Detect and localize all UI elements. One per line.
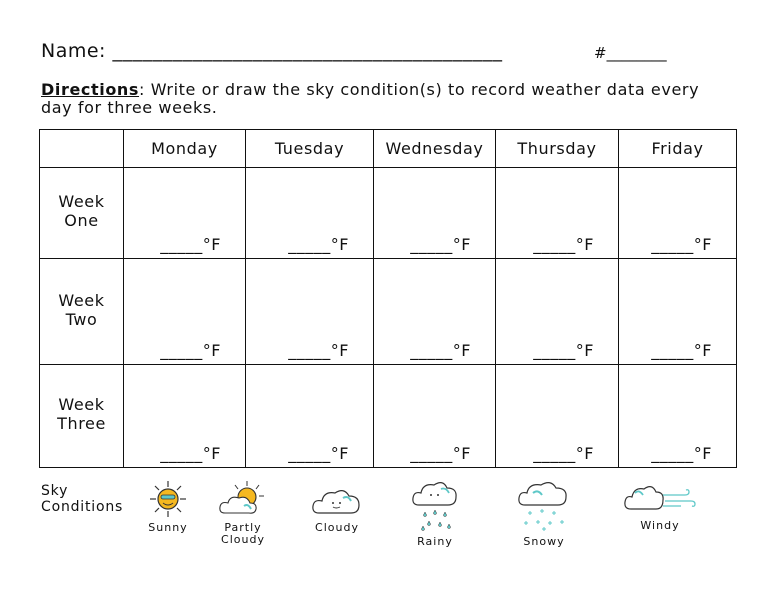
temperature-blank[interactable]: _____°F	[288, 444, 349, 463]
temperature-blank[interactable]: _____°F	[160, 235, 221, 254]
directions-text: : Write or draw the sky condition(s) to record weather data every day for three weeks.	[41, 80, 700, 117]
temperature-blank[interactable]: _____°F	[410, 444, 471, 463]
sky-conditions-label	[41, 483, 123, 515]
weather-cell[interactable]	[496, 168, 619, 259]
weather-cell[interactable]	[374, 259, 496, 365]
week-three-line2: Three	[57, 414, 106, 433]
weather-cell[interactable]	[124, 259, 246, 365]
weather-cell[interactable]	[619, 168, 737, 259]
temperature-blank[interactable]: _____°F	[533, 235, 594, 254]
week-one-line1: Week	[58, 192, 105, 211]
legend-rainy	[407, 479, 463, 548]
day-header-friday: Friday	[619, 130, 737, 168]
legend-windy-label: Windy	[640, 519, 680, 532]
wind-icon	[623, 479, 697, 517]
weather-cell[interactable]	[619, 259, 737, 365]
sun-icon	[148, 479, 188, 519]
weather-cell[interactable]	[246, 259, 374, 365]
temperature-blank[interactable]: _____°F	[651, 235, 712, 254]
weather-cell[interactable]	[374, 365, 496, 468]
legend-cloudy	[306, 481, 368, 534]
partly-cloudy-line1: Partly	[224, 521, 262, 534]
directions-label: Directions	[41, 80, 140, 99]
temperature-blank[interactable]: _____°F	[288, 235, 349, 254]
partly-cloudy-line2: Cloudy	[221, 533, 265, 546]
week-two-line1: Week	[58, 291, 105, 310]
weather-cell[interactable]	[124, 365, 246, 468]
legend-rainy-label: Rainy	[417, 535, 453, 548]
weather-cell[interactable]	[246, 168, 374, 259]
corner-cell	[40, 130, 124, 168]
cloud-icon	[311, 481, 363, 519]
student-number-field[interactable]: #________	[594, 44, 667, 62]
legend-windy	[620, 479, 700, 532]
weather-cell[interactable]	[246, 365, 374, 468]
sky-label-line1: Sky	[41, 483, 69, 499]
temperature-blank[interactable]: _____°F	[533, 444, 594, 463]
legend-sunny-label: Sunny	[148, 521, 188, 534]
weather-cell[interactable]	[496, 259, 619, 365]
week-one-line2: One	[64, 211, 99, 230]
day-header-thursday: Thursday	[496, 130, 619, 168]
day-header-wednesday: Wednesday	[374, 130, 496, 168]
temperature-blank[interactable]: _____°F	[160, 341, 221, 360]
week-three-header	[40, 365, 124, 468]
legend-sunny	[140, 479, 196, 534]
legend-partly-cloudy	[214, 479, 272, 546]
day-header-monday: Monday	[124, 130, 246, 168]
temperature-blank[interactable]: _____°F	[410, 341, 471, 360]
weather-cell[interactable]	[124, 168, 246, 259]
legend-snowy	[513, 479, 575, 548]
weather-cell[interactable]	[619, 365, 737, 468]
week-three-line1: Week	[58, 395, 105, 414]
temperature-blank[interactable]: _____°F	[160, 444, 221, 463]
name-field[interactable]	[41, 40, 503, 62]
temperature-blank[interactable]: _____°F	[410, 235, 471, 254]
temperature-blank[interactable]: _____°F	[288, 341, 349, 360]
partly-cloudy-icon	[217, 479, 269, 519]
week-two-header	[40, 259, 124, 365]
name-line[interactable]: _______________________________________	[112, 40, 503, 62]
legend-partly-cloudy-label	[214, 522, 272, 546]
directions	[41, 81, 731, 117]
legend-snowy-label: Snowy	[523, 535, 565, 548]
temperature-blank[interactable]: _____°F	[651, 341, 712, 360]
name-label: Name:	[41, 40, 106, 62]
legend-cloudy-label: Cloudy	[315, 521, 359, 534]
week-one-header	[40, 168, 124, 259]
snow-cloud-icon	[516, 479, 572, 533]
weather-cell[interactable]	[496, 365, 619, 468]
sky-label-line2: Conditions	[41, 499, 124, 515]
week-two-line2: Two	[65, 310, 98, 329]
temperature-blank[interactable]: _____°F	[651, 444, 712, 463]
rain-cloud-icon	[411, 479, 459, 533]
weather-log-table	[39, 129, 737, 468]
temperature-blank[interactable]: _____°F	[533, 341, 594, 360]
weather-cell[interactable]	[374, 168, 496, 259]
day-header-tuesday: Tuesday	[246, 130, 374, 168]
